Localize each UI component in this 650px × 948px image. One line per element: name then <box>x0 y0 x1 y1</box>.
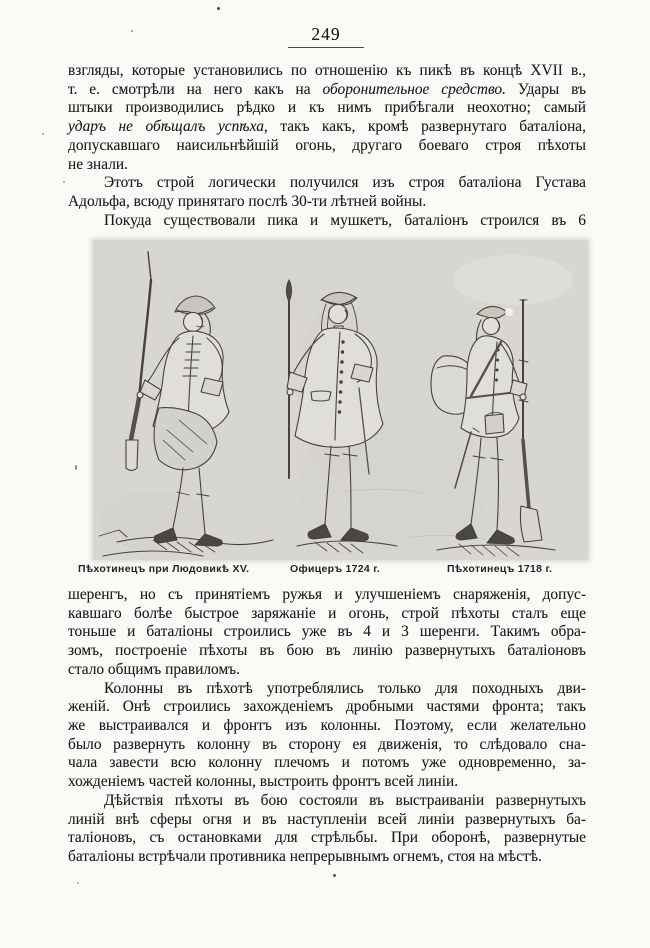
text-line <box>68 62 586 81</box>
text-line <box>68 212 586 231</box>
text-segment: было развернуть колонну въ сторону ея движенія, то слѣдовало сна- <box>68 735 586 753</box>
figure-caption-louis-xv: Пѣхотинецъ при Людовикѣ XV. <box>78 563 250 575</box>
text-line <box>68 193 586 212</box>
text-line <box>68 773 586 792</box>
figure-caption-infantry-1718: Пѣхотинецъ 1718 г. <box>447 563 553 575</box>
text-line <box>68 848 586 867</box>
figure-caption-officer-1724: Офицеръ 1724 г. <box>290 563 381 575</box>
text-segment: Покуда существовали пика и мушкетъ, баталіонъ строился въ 6 <box>104 211 586 229</box>
text-segment: допускавшаго наисильнѣйшій огонь, другаго боеваго строя пѣхоты <box>68 136 586 154</box>
text-segment: хожденіемъ частей колонны, выстроить фронтъ всей линіи. <box>68 773 459 791</box>
paragraph <box>68 792 586 867</box>
paragraph <box>68 680 586 792</box>
scan-speck <box>217 7 220 10</box>
paragraph <box>68 62 586 174</box>
text-line <box>68 586 586 605</box>
text-line <box>68 623 586 642</box>
text-segment: штыки производились рѣдко и къ нимъ прибѣгали неохотно; самый <box>68 99 586 117</box>
text-segment: т. е. смотрѣли на него какъ на <box>68 80 323 98</box>
text-segment: Колонны въ пѣхотѣ употреблялись только для походныхъ дви- <box>104 679 586 697</box>
text-segment: не знали. <box>68 155 128 173</box>
text-line <box>68 99 586 118</box>
engraving-svg <box>93 240 588 560</box>
text-segment: стало общимъ правиломъ. <box>68 660 240 678</box>
text-segment: тоньше и баталіоны строились уже въ 4 и 3 шеренги. Такимъ обра- <box>68 623 586 641</box>
text-line <box>68 661 586 680</box>
italic-text: ударъ не обѣщалъ успѣха, <box>68 118 268 136</box>
text-line <box>68 754 586 773</box>
text-segment: шеренгъ, но съ принятіемъ ружья и улучшеніемъ снаряженія, допус- <box>68 586 586 603</box>
text-segment: линій внѣ сферы огня и въ наступленіи всей линіи развернутыхъ ба- <box>68 810 586 828</box>
text-segment: Удары въ <box>505 80 586 98</box>
text-line <box>68 118 586 137</box>
soldiers-engraving <box>93 240 588 560</box>
text-line <box>68 174 586 193</box>
text-line <box>68 792 586 811</box>
text-segment: такъ какъ, кромѣ развернутаго баталіона, <box>267 118 586 136</box>
text-block-bottom <box>68 586 586 867</box>
text-block-top <box>68 62 586 230</box>
scan-speck <box>77 882 79 884</box>
paragraph <box>68 212 586 231</box>
text-segment: Этотъ строй логически получился изъ строя баталіона Густава <box>104 174 586 192</box>
paragraph <box>68 174 586 211</box>
text-line <box>68 605 586 624</box>
text-segment: зомъ, построеніе пѣхоты въ бою въ линію развернутыхъ баталіоновъ <box>68 642 586 660</box>
text-line <box>68 829 586 848</box>
text-segment: Адольфа, всюду принятаго послѣ 30-ти лѣтней войны. <box>68 193 427 211</box>
scan-speck <box>333 874 336 877</box>
text-segment: чала завести всю колонну плечомъ и потомъ уже одновременно, за- <box>68 754 586 772</box>
scan-speck <box>75 465 77 470</box>
italic-text: оборонительное средство. <box>322 80 506 98</box>
text-line <box>68 137 586 156</box>
text-line <box>68 156 586 175</box>
text-line <box>68 811 586 830</box>
text-segment: взгляды, которые установились по отношенію къ пикѣ въ концѣ XVII в., <box>68 62 586 79</box>
text-line <box>68 698 586 717</box>
text-segment: таліоновъ, съ остановками для стрѣльбы. При оборонѣ, развернутые <box>68 829 586 847</box>
text-segment: женій. Онѣ строились захожденіемъ дробными частями фронта; такъ <box>68 698 586 716</box>
text-line <box>68 642 586 661</box>
text-line <box>68 680 586 699</box>
page-number <box>288 24 364 48</box>
scan-speck <box>42 133 44 135</box>
text-line <box>68 717 586 736</box>
text-line <box>68 81 586 100</box>
paragraph <box>68 586 586 680</box>
text-segment: Дѣйствія пѣхоты въ бою состояли въ выстраиваніи развернутыхъ <box>104 791 586 809</box>
text-segment: баталіоны встрѣчали противника непрерывнымъ огнемъ, стоя на мѣстѣ. <box>68 848 542 866</box>
text-segment: кавшаго болѣе быстрое заряжаніе и огонь, строй пѣхоты сталъ еще <box>68 604 586 622</box>
scan-speck <box>131 30 133 32</box>
page-number-text: 249 <box>311 24 341 44</box>
text-segment: же выстраивался и фронтъ изъ колонны. Поэтому, если желательно <box>68 717 586 735</box>
scan-speck <box>63 181 65 183</box>
text-line <box>68 736 586 755</box>
